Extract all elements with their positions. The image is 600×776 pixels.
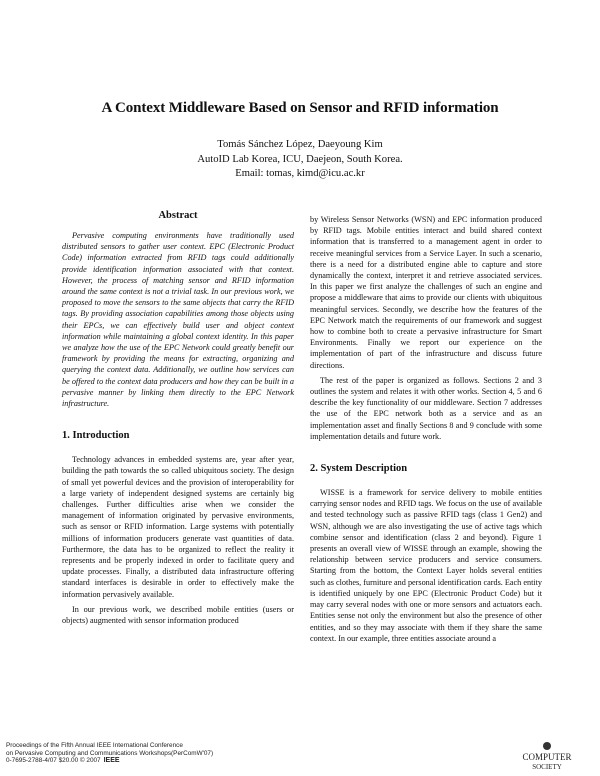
proceedings-footer <box>6 742 336 765</box>
logo-line-2: SOCIETY <box>532 763 562 771</box>
introduction-paragraph-2-continued: by Wireless Sensor Networks (WSN) and EPC information produced by RFID tags. Mobile entities interact and build shared context information that is transferred to a management agent in order to receive meaningful services from a Service Layer. In such a scenario, there is a need for a distributed engine able to capture and store dynamically the context, interpret it and retrieve associated services. In this paper we first analyze the challenges of such an engine and propose a middleware that aims to provide our clients with ubiquitous meaningful services. Secondly, we describe how the features of the EPC Network match the requirements of our framework and suggest how to combine both to create a pervasive infrastructure for Smart Environments. Finally we report our experience on the implementation of part of the infrastructure and discuss future directions. <box>310 215 542 370</box>
right-column <box>310 214 542 644</box>
introduction-paragraph-1: Technology advances in embedded systems are, year after year, building the path towards the so called ubiquitous society. The design of small yet powerful devices and the provision of interoperability for a large variety of independent designed systems are certainly big challenges. Further difficulties arise when we consider the management of information originated by pervasive environments, such as sensor or RFID information. Large systems with potentially millions of information producers generate vast quantities of data. Furthermore, the data has to be organized to reflect the reality it represents and be properly indexed in order to facilitate query and update processes. Finally, a distributed data infrastructure offering standard interfaces is desirable in order to effectively make the information pervasively available. <box>62 455 294 599</box>
introduction-heading: 1. Introduction <box>62 430 130 442</box>
footer-line-2: on Pervasive Computing and Communications Workshops(PerComW'07) <box>6 749 214 757</box>
introduction-paragraph-3: The rest of the paper is organized as follows. Sections 2 and 3 outlines the system and relates it with other works. Section 4, 5 and 6 describe the key functionality of our middleware. Section 7 addresses the use of the EPC network both as a service and as an implementation asset and finally Sections 8 and 9 conclude with some implementation details and future work. <box>310 375 542 441</box>
author-email: Email: tomas, kimd@icu.ac.kr <box>235 168 365 179</box>
footer-isbn: 0-7695-2788-4/07 $20.00 © 2007 <box>6 757 101 765</box>
logo-line-1: COMPUTER <box>522 752 572 762</box>
paper-title: A Context Middleware Based on Sensor and RFID information <box>101 100 499 116</box>
ieee-mark: IEEE <box>103 757 120 765</box>
author-affiliation: AutoID Lab Korea, ICU, Daejeon, South Korea. <box>197 153 403 165</box>
author-block <box>0 138 600 182</box>
system-description-heading: 2. System Description <box>310 463 408 475</box>
computer-society-logo-icon <box>512 740 582 772</box>
footer-line-3 <box>6 757 336 765</box>
left-column <box>62 210 294 626</box>
abstract-text: Pervasive computing environments have traditionally used distributed sensors to gather user context. EPC (Electronic Product Code) information extracted from RFID tags could additionally provide identification information associated with that context. However, the process of matching sensor and RFID information around the same context is not a trivial task. In our previous work, we proposed to move the sensors to the same objects that carry the RFID tags. By providing association capabilities among those objects using their EPCs, we can effectively build user and object context information while maintaining a global context identity. In this paper we analyze how the use of the EPC Network could greatly benefit our framework by providing the means for extracting, organizing and querying the context data. Additionally, we outline how services can be offered to the context data producers and how they can be built in a pervasive manner by linking them directly to the EPC Network infrastructure. <box>62 231 294 409</box>
introduction-paragraph-2: In our previous work, we described mobile entities (users or objects) augmented with sensor information produced <box>62 604 294 626</box>
footer-line-1: Proceedings of the Fifth Annual IEEE International Conference <box>6 742 183 749</box>
author-names: Tomás Sánchez López, Daeyoung Kim <box>217 139 383 150</box>
abstract-heading: Abstract <box>158 210 198 221</box>
system-description-paragraph-1: WISSE is a framework for service delivery to mobile entities carrying sensor nodes and RFID tags. We focus on the use of available and tested technology such as passive RFID tags (class 1 Gen2) and WSN, although we are also investigating the use of active tags which combine sensor and identification (class 2 and beyond). Figure 1 presents an overall view of WISSE through an example, showing the relationship between service producers and service consumers. Starting from the bottom, the Context Layer holds several entities such as clothes, furniture and personal identification cards. Each entity is identified uniquely by one EPC (Electronic Product Code) but it may carry several nodes with one or more sensors and actuators each. Entities sense not only the environment but also the presence of other entities, and so they may associate with them if they share the same context. In our example, three entities associate around a <box>310 488 542 643</box>
